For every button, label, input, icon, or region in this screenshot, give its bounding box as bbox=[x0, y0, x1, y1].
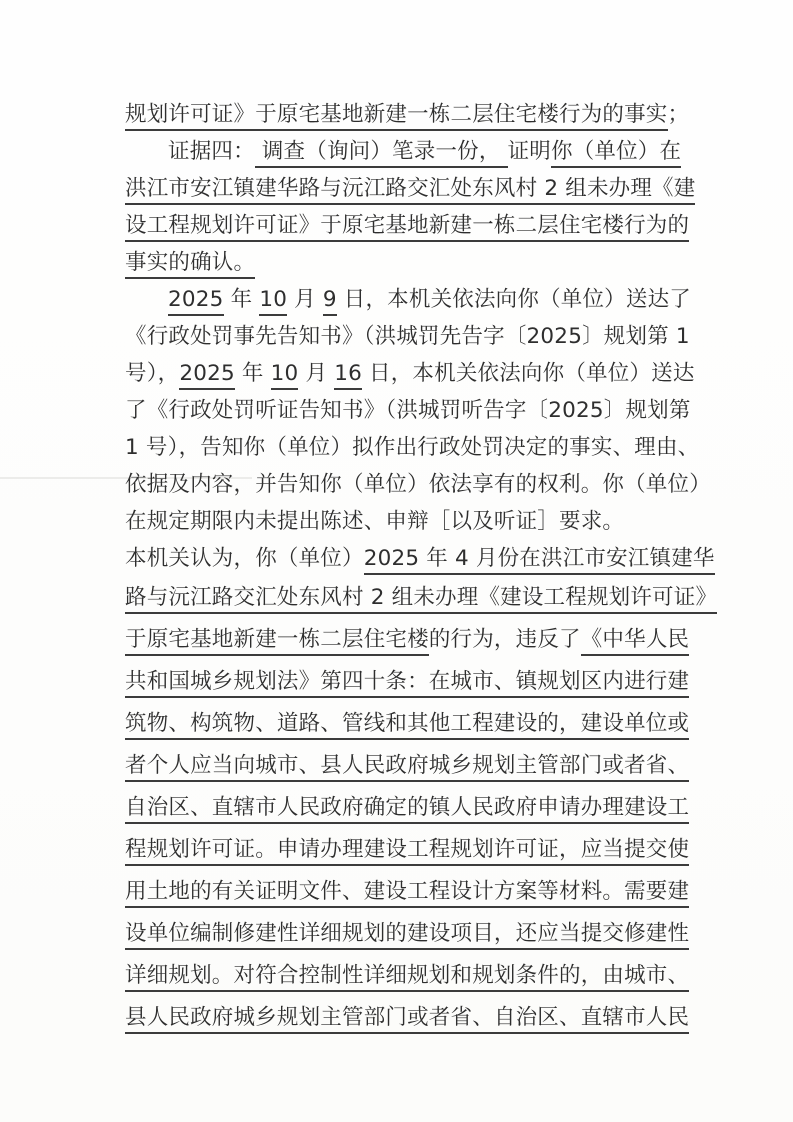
underlined-text: 设单位编制修建性详细规划的建设项目，还应当提交修建性 bbox=[125, 921, 689, 950]
underlined-text: 《中华人民 bbox=[581, 627, 690, 656]
text-segment: ； bbox=[667, 102, 690, 127]
underlined-text: 于原宅基地新建一栋二层住宅楼 bbox=[125, 627, 429, 656]
document-line bbox=[125, 703, 765, 745]
document-line bbox=[125, 787, 765, 829]
underlined-text: 用土地的有关证明文件、建设工程设计方案等材料。需要建 bbox=[125, 879, 689, 908]
underlined-text: 县人民政府城乡规划主管部门或者省、自治区、直辖市人民 bbox=[125, 1005, 689, 1034]
document-line bbox=[125, 540, 765, 577]
underlined-text: 筑物、构筑物、道路、管线和其他工程建设的，建设单位或 bbox=[125, 711, 689, 740]
underlined-text: 事实的确认。 bbox=[125, 250, 255, 279]
underlined-text: 规划许可证》于原宅基地新建一栋二层住宅楼行为的事实 bbox=[125, 102, 668, 131]
document-line bbox=[125, 355, 765, 392]
document-line bbox=[125, 503, 765, 540]
text-segment: 证据四： bbox=[168, 139, 255, 164]
underlined-text: 详细规划。对符合控制性详细规划和规划条件的，由城市、 bbox=[125, 963, 689, 992]
underlined-text: 洪江市安江镇建华路与沅江路交汇处东风村 2 组未办理《建 bbox=[125, 176, 695, 205]
underlined-text: 2025 bbox=[179, 361, 235, 390]
text-segment: 1 号），告知你（单位）拟作出行政处罚决定的事实、理由、 bbox=[125, 435, 700, 460]
text-segment: 号）， bbox=[125, 361, 180, 386]
text-segment: 年 bbox=[223, 287, 260, 312]
document-line bbox=[125, 619, 765, 661]
document-line bbox=[125, 466, 765, 503]
text-segment: 依据及内容，并告知你（单位）依法享有的权利。你（单位） bbox=[125, 472, 711, 497]
document-line bbox=[125, 96, 765, 133]
text-segment: 本机关认为，你（单位） bbox=[125, 546, 364, 571]
text-segment: 的行为，违反了 bbox=[428, 627, 581, 652]
text-segment: 年 bbox=[234, 361, 271, 386]
underlined-text: 2025 年 4 月份在洪江市安江镇建华 bbox=[364, 546, 715, 575]
document-line bbox=[125, 829, 765, 871]
document-line bbox=[125, 577, 765, 619]
text-segment: 《行政处罚事先告知书》（洪城罚先告字〔2025〕规划第 1 bbox=[125, 324, 690, 349]
document-line bbox=[125, 170, 765, 207]
document-line bbox=[125, 318, 765, 355]
document-line bbox=[125, 913, 765, 955]
document-line bbox=[125, 661, 765, 703]
document-line bbox=[125, 133, 765, 170]
document-text-block-upper bbox=[125, 96, 765, 577]
text-segment: 在规定期限内未提出陈述、申辩［以及听证］要求。 bbox=[125, 509, 625, 534]
document-line bbox=[125, 745, 765, 787]
underlined-text: 你（单位）在 bbox=[551, 139, 681, 168]
text-segment: 了《行政处罚听证告知书》（洪城罚听告字〔2025〕规划第 bbox=[125, 398, 691, 423]
underlined-text: 9 bbox=[323, 287, 337, 316]
document-line bbox=[125, 392, 765, 429]
underlined-text: 调查（询问）笔录一份， bbox=[255, 139, 508, 168]
text-segment: 月 bbox=[287, 287, 323, 312]
text-segment: 日，本机关依法向你（单位）送达了 bbox=[336, 287, 691, 312]
underlined-text: 程规划许可证。申请办理建设工程规划许可证，应当提交使 bbox=[125, 837, 689, 866]
document-line bbox=[125, 955, 765, 997]
text-segment: 日，本机关依法向你（单位）送达 bbox=[361, 361, 695, 386]
document-line bbox=[125, 997, 765, 1039]
underlined-text: 路与沅江路交汇处东风村 2 组未办理《建设工程规划许可证》 bbox=[125, 585, 717, 614]
text-segment: 月 bbox=[298, 361, 335, 386]
document-line bbox=[125, 429, 765, 466]
underlined-text: 共和国城乡规划法》第四十条：在城市、镇规划区内进行建 bbox=[125, 669, 689, 698]
underlined-text: 16 bbox=[334, 361, 362, 390]
underlined-text: 者个人应当向城市、县人民政府城乡规划主管部门或者省、 bbox=[125, 753, 689, 782]
document-line bbox=[125, 871, 765, 913]
underlined-text: 10 bbox=[271, 361, 299, 390]
underlined-text: 2025 bbox=[168, 287, 224, 316]
underlined-text: 10 bbox=[259, 287, 287, 316]
document-line bbox=[125, 207, 765, 244]
underlined-text: 设工程规划许可证》于原宅基地新建一栋二层住宅楼行为的 bbox=[125, 213, 689, 242]
underlined-text: 自治区、直辖市人民政府确定的镇人民政府申请办理建设工 bbox=[125, 795, 689, 824]
text-segment: 证明 bbox=[507, 139, 551, 164]
document-text-block-lower bbox=[125, 577, 765, 1039]
document-line bbox=[125, 244, 765, 281]
document-line bbox=[125, 281, 765, 318]
